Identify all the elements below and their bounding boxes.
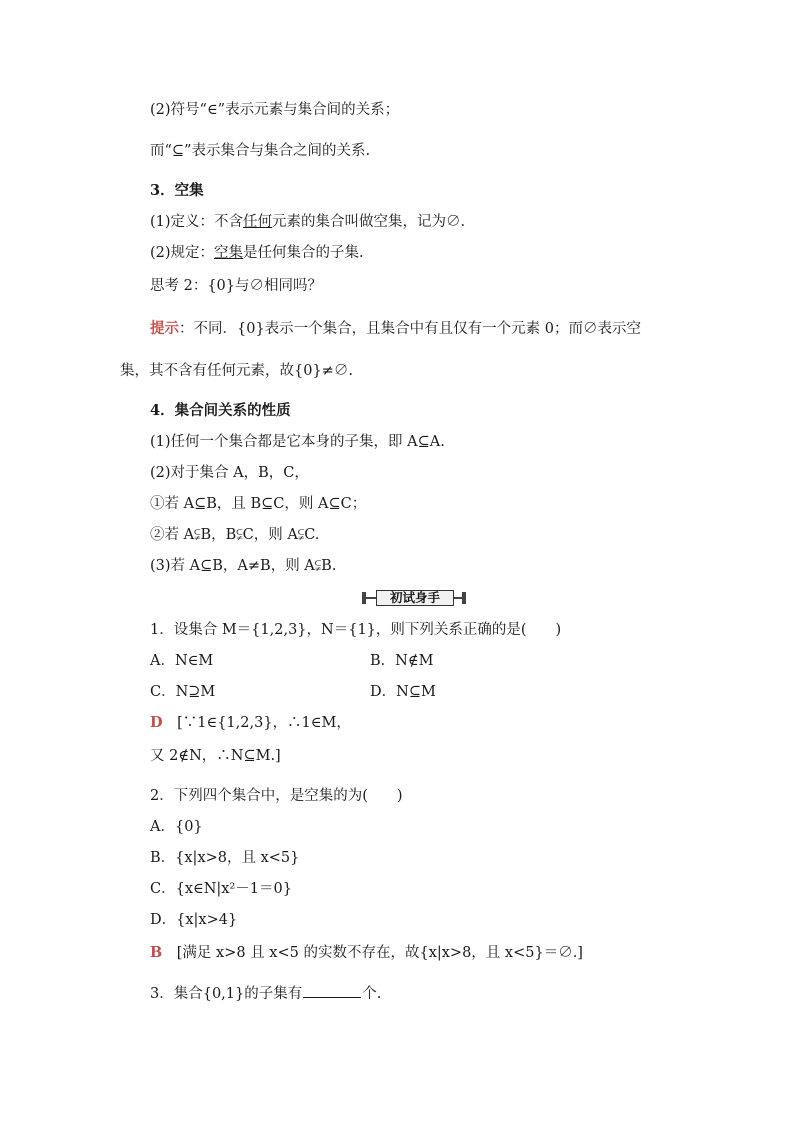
q2-answer-line: [150, 943, 583, 963]
rule-suffix: 是任何集合的子集.: [243, 245, 364, 261]
q2-option-a: A．{0}: [150, 819, 203, 835]
q2-option-d: D．{x|x>4}: [150, 912, 238, 928]
banner-title: 初试身手: [376, 590, 454, 606]
hint-continuation: 集，其不含有任何元素，故{0}≠∅.: [120, 363, 353, 379]
banner-cap-left: [362, 592, 366, 604]
q1-option-b: B．N∉M: [370, 653, 434, 669]
section-properties-heading: 4．集合间关系的性质: [150, 402, 291, 419]
property-2-intro: (2)对于集合 A，B，C，: [150, 465, 309, 481]
q1-stem: 1．设集合 M＝{1,2,3}，N＝{1}，则下列关系正确的是( ): [150, 622, 562, 638]
q1-explanation-cont: 又 2∉N，∴N⊆M.]: [150, 748, 281, 764]
q1-answer: D: [150, 714, 163, 731]
think-question-2: 思考 2：{0}与∅相同吗？: [150, 278, 323, 294]
empty-set-rule: [150, 243, 364, 263]
subset-relation-note: 而“⊆”表示集合与集合之间的关系.: [150, 143, 371, 159]
q3-stem-text: 3．集合{0,1}的子集有: [150, 986, 303, 1002]
q3-stem-suffix: 个.: [362, 986, 382, 1002]
hint-line: [150, 319, 641, 339]
definition-underlined-any: 任何: [243, 214, 273, 230]
banner-cap-right: [462, 592, 466, 604]
q2-stem: 2．下列四个集合中，是空集的为( ): [150, 788, 403, 804]
q1-option-c: C．N⊇M: [150, 684, 216, 700]
property-2-item-1: ①若 A⊆B，且 B⊆C，则 A⊆C；: [150, 496, 367, 512]
hint-text: ：不同．{0}表示一个集合，且集合中有且仅有一个元素 0；而∅表示空: [179, 321, 642, 337]
property-1: (1)任何一个集合都是它本身的子集，即 A⊆A.: [150, 434, 445, 450]
definition-suffix: 元素的集合叫做空集，记为∅.: [272, 214, 466, 230]
empty-set-definition: [150, 212, 465, 232]
q3-stem: [150, 983, 381, 1004]
rule-underlined-empty-set: 空集: [214, 245, 244, 261]
q2-option-b: B．{x|x>8，且 x<5}: [150, 850, 300, 866]
property-3: (3)若 A⊆B，A≠B，则 A⫋B.: [150, 558, 337, 574]
q2-option-c: C．{x∈N|x²－1＝0}: [150, 881, 292, 897]
q1-option-a: A．N∈M: [150, 653, 214, 669]
q1-answer-line: [150, 713, 351, 733]
subset-symbol-note: (2)符号“∈”表示元素与集合间的关系；: [150, 102, 400, 118]
q2-answer: B: [150, 944, 163, 961]
section-empty-set-heading: 3．空集: [150, 182, 204, 199]
property-2-item-2: ②若 A⫋B，B⫋C，则 A⫋C.: [150, 527, 320, 543]
hint-label: 提示: [150, 320, 179, 337]
q2-explanation: [满足 x>8 且 x<5 的实数不存在，故{x|x>8，且 x<5}＝∅.]: [176, 945, 583, 961]
definition-prefix: (1)定义：不含: [150, 214, 244, 230]
rule-prefix: (2)规定：: [150, 245, 215, 261]
q1-explanation: [∵1∈{1,2,3}，∴1∈M，: [177, 715, 351, 731]
section-banner: [362, 590, 466, 606]
q1-option-d: D．N⊆M: [370, 684, 436, 700]
q3-answer-blank[interactable]: [303, 983, 361, 998]
